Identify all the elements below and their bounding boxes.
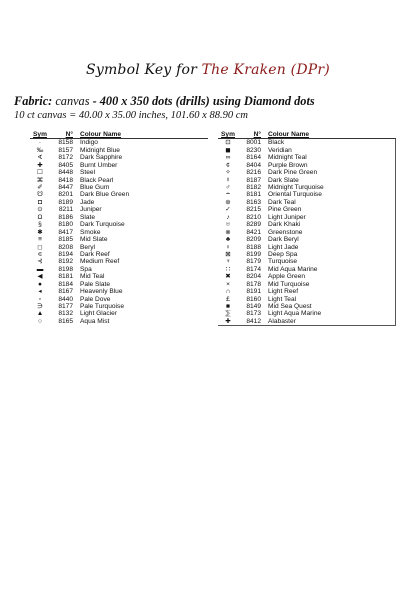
colour-name-cell: Dark Sapphire bbox=[80, 154, 123, 162]
colour-name-cell: Dark Beryl bbox=[268, 236, 299, 244]
table-row bbox=[218, 147, 395, 154]
colour-name-cell: Mid Teal bbox=[80, 273, 105, 281]
colour-number-cell: 8230 bbox=[246, 146, 261, 154]
table-row bbox=[218, 229, 395, 236]
symbol-cell: ⊛ bbox=[225, 198, 231, 206]
table-row bbox=[30, 214, 208, 221]
colour-name-cell: Apple Green bbox=[268, 273, 306, 281]
colour-number-cell: 8216 bbox=[246, 169, 261, 177]
table-row bbox=[218, 184, 395, 191]
symbol-cell: ¢ bbox=[226, 161, 230, 169]
colour-number-cell: 8132 bbox=[58, 310, 73, 318]
table-row bbox=[30, 251, 208, 258]
fabric-label: Fabric: bbox=[14, 94, 53, 108]
fabric-line bbox=[14, 94, 315, 109]
symbol-cell: ⊗ bbox=[225, 228, 231, 236]
colour-number-cell: 8417 bbox=[58, 228, 73, 236]
colour-number-cell: 8289 bbox=[246, 221, 261, 229]
colour-name-cell: Blue Gum bbox=[80, 184, 110, 192]
colour-name-cell: Dark Teal bbox=[268, 198, 296, 206]
table-row bbox=[218, 206, 395, 213]
colour-name-cell: Midnight Teal bbox=[268, 154, 307, 162]
symbol-cell: ☋ bbox=[37, 191, 43, 199]
colour-number-cell: 8177 bbox=[58, 303, 73, 311]
colour-number-cell: 8173 bbox=[246, 310, 261, 318]
table-row bbox=[30, 303, 208, 310]
symbol-cell: ◀ bbox=[37, 273, 43, 281]
symbol-cell: ✐ bbox=[37, 184, 43, 192]
table-row bbox=[218, 281, 395, 288]
colour-name-cell: Pale Dove bbox=[80, 295, 111, 303]
colour-name-cell: Aqua Mist bbox=[80, 317, 110, 325]
table-row bbox=[30, 139, 208, 146]
table-row bbox=[218, 318, 395, 325]
title-prefix: Symbol Key for bbox=[86, 62, 197, 78]
colour-name-cell: Jade bbox=[80, 198, 95, 206]
column-header-colour-name: Colour Name bbox=[268, 131, 310, 138]
symbol-cell: ∞ bbox=[225, 154, 231, 162]
colour-number-cell: 8181 bbox=[246, 191, 261, 199]
colour-name-cell: Spa bbox=[80, 265, 92, 273]
symbol-cell: ⊡ bbox=[225, 139, 231, 147]
symbol-cell: ♅ bbox=[225, 221, 231, 229]
table-row bbox=[218, 288, 395, 295]
colour-name-cell: Steel bbox=[80, 169, 96, 177]
table-row bbox=[30, 184, 208, 191]
column-header-number: N° bbox=[65, 131, 73, 138]
colour-name-cell: Light Jade bbox=[268, 243, 299, 251]
colour-name-cell: Midnight Turquoise bbox=[268, 184, 324, 192]
table-row bbox=[218, 154, 395, 161]
colour-name-cell: Beryl bbox=[80, 243, 96, 251]
symbol-cell: ◼ bbox=[225, 146, 231, 154]
colour-name-cell: Dark Pine Green bbox=[268, 169, 318, 177]
colour-name-cell: Dark Slate bbox=[268, 176, 299, 184]
table-row bbox=[30, 244, 208, 251]
colour-name-cell: Dark Turquoise bbox=[80, 221, 125, 229]
colour-name-cell: Deep Spa bbox=[268, 250, 298, 258]
symbol-cell: ♆ bbox=[225, 258, 231, 266]
table-row bbox=[218, 296, 395, 303]
table-row bbox=[218, 266, 395, 273]
colour-number-cell: 8405 bbox=[58, 161, 73, 169]
table-row bbox=[30, 281, 208, 288]
table-row bbox=[30, 177, 208, 184]
table-row bbox=[30, 318, 208, 325]
colour-number-cell: 8180 bbox=[58, 221, 73, 229]
table-row bbox=[30, 169, 208, 176]
colour-number-cell: 8179 bbox=[246, 258, 261, 266]
colour-number-cell: 8211 bbox=[58, 206, 73, 214]
symbol-cell: ✧ bbox=[225, 169, 231, 177]
symbol-cell: ∢ bbox=[37, 154, 43, 162]
symbol-cell: ✚ bbox=[37, 161, 43, 169]
colour-number-cell: 8191 bbox=[246, 288, 261, 296]
canvas-size-line: 10 ct canvas = 40.00 x 35.00 inches, 101.60 x 88.90 cm bbox=[14, 110, 248, 121]
table-row bbox=[30, 191, 208, 198]
colour-number-cell: 8192 bbox=[58, 258, 73, 266]
colour-number-cell: 8149 bbox=[246, 303, 261, 311]
symbol-cell: ⊙ bbox=[37, 206, 43, 214]
colour-number-cell: 8209 bbox=[246, 236, 261, 244]
table-header bbox=[30, 131, 208, 139]
table-row bbox=[218, 273, 395, 280]
colour-number-cell: 8157 bbox=[58, 146, 73, 154]
symbol-cell: × bbox=[226, 280, 230, 288]
colour-name-cell: Dark Blue Green bbox=[80, 191, 130, 199]
table-row bbox=[30, 288, 208, 295]
table-row bbox=[30, 206, 208, 213]
symbol-cell: ◘ bbox=[38, 198, 42, 206]
symbol-cell: ∸ bbox=[225, 191, 231, 199]
column-header-sym: Sym bbox=[33, 131, 47, 138]
colour-number-cell: 8189 bbox=[58, 198, 73, 206]
symbol-cell: · bbox=[38, 139, 42, 147]
table-row bbox=[30, 154, 208, 161]
symbol-cell: ⌘ bbox=[36, 176, 44, 184]
table-row bbox=[30, 273, 208, 280]
colour-number-cell: 8421 bbox=[246, 228, 261, 236]
table-row bbox=[218, 214, 395, 221]
colour-name-cell: Burnt Umber bbox=[80, 161, 118, 169]
pattern-name: The Kraken (DPr) bbox=[201, 62, 330, 78]
symbol-key-table-right bbox=[218, 131, 396, 326]
table-row bbox=[30, 221, 208, 228]
symbol-cell: ‰ bbox=[36, 146, 44, 154]
colour-number-cell: 8418 bbox=[58, 176, 73, 184]
symbol-cell: ♂ bbox=[225, 184, 231, 192]
colour-number-cell: 8178 bbox=[246, 280, 261, 288]
colour-number-cell: 8187 bbox=[246, 176, 261, 184]
column-header-sym: Sym bbox=[221, 131, 235, 138]
colour-name-cell: Indigo bbox=[80, 139, 98, 147]
colour-number-cell: 8158 bbox=[58, 139, 73, 147]
colour-number-cell: 8163 bbox=[246, 198, 261, 206]
table-row bbox=[218, 310, 395, 317]
symbol-cell: £ bbox=[226, 295, 230, 303]
colour-number-cell: 8184 bbox=[58, 280, 73, 288]
table-row bbox=[218, 303, 395, 310]
table-row bbox=[30, 147, 208, 154]
table-row bbox=[218, 221, 395, 228]
colour-number-cell: 8447 bbox=[58, 184, 73, 192]
colour-number-cell: 8204 bbox=[246, 273, 261, 281]
colour-number-cell: 8198 bbox=[58, 265, 73, 273]
colour-name-cell: Mid Sea Quest bbox=[268, 303, 312, 311]
colour-name-cell: Black bbox=[268, 139, 285, 147]
colour-name-cell: Turquoise bbox=[268, 258, 298, 266]
colour-number-cell: 8215 bbox=[246, 206, 261, 214]
symbol-cell: ● bbox=[38, 280, 42, 288]
colour-number-cell: 8172 bbox=[58, 154, 73, 162]
colour-number-cell: 8182 bbox=[246, 184, 261, 192]
table-row bbox=[30, 236, 208, 243]
symbol-cell: ◻ bbox=[37, 243, 43, 251]
symbol-cell: ∩ bbox=[225, 288, 231, 296]
colour-number-cell: 8164 bbox=[246, 154, 261, 162]
colour-name-cell: Juniper bbox=[80, 206, 102, 214]
table-row bbox=[30, 229, 208, 236]
colour-number-cell: 8201 bbox=[58, 191, 73, 199]
table-row bbox=[218, 139, 395, 146]
symbol-cell: ♪ bbox=[226, 213, 230, 221]
symbol-cell: ☿ bbox=[225, 176, 231, 184]
table-header bbox=[218, 131, 396, 139]
table-row bbox=[218, 258, 395, 265]
colour-name-cell: Midnight Blue bbox=[80, 146, 120, 154]
symbol-cell: ▲ bbox=[36, 310, 44, 318]
symbol-cell: ✓ bbox=[225, 206, 231, 214]
colour-name-cell: Greenstone bbox=[268, 228, 303, 236]
colour-name-cell: Slate bbox=[80, 213, 96, 221]
symbol-cell: § bbox=[38, 221, 42, 229]
page-title bbox=[0, 62, 416, 78]
colour-name-cell: Dark Reef bbox=[80, 250, 110, 258]
colour-name-cell: Black Pearl bbox=[80, 176, 114, 184]
colour-name-cell: Mid Aqua Marine bbox=[268, 265, 318, 273]
colour-name-cell: Mid Turquoise bbox=[268, 280, 310, 288]
colour-number-cell: 8448 bbox=[58, 169, 73, 177]
symbol-cell: ♣ bbox=[225, 236, 231, 244]
table-row bbox=[218, 251, 395, 258]
colour-number-cell: 8185 bbox=[58, 236, 73, 244]
symbol-cell: ∋ bbox=[37, 303, 43, 311]
colour-number-cell: 8199 bbox=[246, 250, 261, 258]
fabric-canvas: canvas bbox=[55, 94, 90, 108]
colour-number-cell: 8181 bbox=[58, 273, 73, 281]
key-rows bbox=[218, 139, 396, 326]
colour-number-cell: 8001 bbox=[246, 139, 261, 147]
symbol-cell: ⊠ bbox=[225, 250, 231, 258]
symbol-cell: ☐ bbox=[37, 169, 43, 177]
symbol-cell: Ω bbox=[37, 213, 43, 221]
table-row bbox=[218, 169, 395, 176]
symbol-cell: ⅀ bbox=[225, 310, 231, 318]
colour-name-cell: Oriental Turquoise bbox=[268, 191, 322, 199]
symbol-cell: ✚ bbox=[225, 317, 231, 325]
colour-number-cell: 8165 bbox=[58, 317, 73, 325]
colour-name-cell: Light Juniper bbox=[268, 213, 306, 221]
column-header-colour-name: Colour Name bbox=[80, 131, 122, 138]
colour-name-cell: Light Glacier bbox=[80, 310, 118, 318]
colour-number-cell: 8160 bbox=[246, 295, 261, 303]
table-row bbox=[218, 191, 395, 198]
colour-number-cell: 8404 bbox=[246, 161, 261, 169]
colour-name-cell: Light Reef bbox=[268, 288, 299, 296]
symbol-cell: ∷ bbox=[225, 265, 231, 273]
symbol-cell: ▫ bbox=[38, 295, 42, 303]
column-header-number: N° bbox=[253, 131, 261, 138]
symbol-cell: ⊰ bbox=[37, 258, 43, 266]
colour-name-cell: Smoke bbox=[80, 228, 101, 236]
colour-name-cell: Medium Reef bbox=[80, 258, 120, 266]
key-rows bbox=[30, 139, 208, 325]
table-row bbox=[30, 266, 208, 273]
table-row bbox=[30, 199, 208, 206]
colour-number-cell: 8194 bbox=[58, 250, 73, 258]
symbol-cell: ✱ bbox=[37, 228, 43, 236]
colour-number-cell: 8208 bbox=[58, 243, 73, 251]
table-row bbox=[218, 162, 395, 169]
symbol-cell: ■ bbox=[226, 303, 230, 311]
fabric-dots: 400 x 350 dots (drills) using Diamond dots bbox=[99, 94, 315, 108]
table-row bbox=[30, 162, 208, 169]
colour-name-cell: Dark Khaki bbox=[268, 221, 301, 229]
colour-number-cell: 8167 bbox=[58, 288, 73, 296]
colour-name-cell: Pine Green bbox=[268, 206, 302, 214]
symbol-cell: ✖ bbox=[225, 273, 231, 281]
colour-name-cell: Alabaster bbox=[268, 317, 296, 325]
colour-number-cell: 8174 bbox=[246, 265, 261, 273]
table-row bbox=[218, 244, 395, 251]
colour-name-cell: Mid Slate bbox=[80, 236, 108, 244]
colour-number-cell: 8210 bbox=[246, 213, 261, 221]
colour-name-cell: Light Aqua Marine bbox=[268, 310, 322, 318]
colour-name-cell: Pale Slate bbox=[80, 280, 111, 288]
colour-name-cell: Veridian bbox=[268, 146, 292, 154]
symbol-cell: ≡ bbox=[38, 236, 42, 244]
colour-name-cell: Purple Brown bbox=[268, 161, 308, 169]
colour-name-cell: Pale Turquoise bbox=[80, 303, 124, 311]
colour-number-cell: 8186 bbox=[58, 213, 73, 221]
symbol-key-table-left bbox=[30, 131, 208, 325]
table-row bbox=[218, 236, 395, 243]
symbol-cell: ▬ bbox=[36, 265, 44, 273]
symbol-cell: ◂ bbox=[38, 288, 42, 296]
colour-number-cell: 8188 bbox=[246, 243, 261, 251]
fabric-dash: - bbox=[92, 94, 97, 108]
table-row bbox=[30, 258, 208, 265]
colour-name-cell: Heavenly Blue bbox=[80, 288, 123, 296]
symbol-cell: ∊ bbox=[37, 250, 43, 258]
colour-name-cell: Light Teal bbox=[268, 295, 297, 303]
table-row bbox=[218, 177, 395, 184]
colour-number-cell: 8440 bbox=[58, 295, 73, 303]
colour-number-cell: 8412 bbox=[246, 317, 261, 325]
table-row bbox=[30, 310, 208, 317]
table-row bbox=[30, 296, 208, 303]
table-row bbox=[218, 199, 395, 206]
symbol-cell: ○ bbox=[38, 317, 42, 325]
symbol-cell: ♀ bbox=[225, 243, 231, 251]
